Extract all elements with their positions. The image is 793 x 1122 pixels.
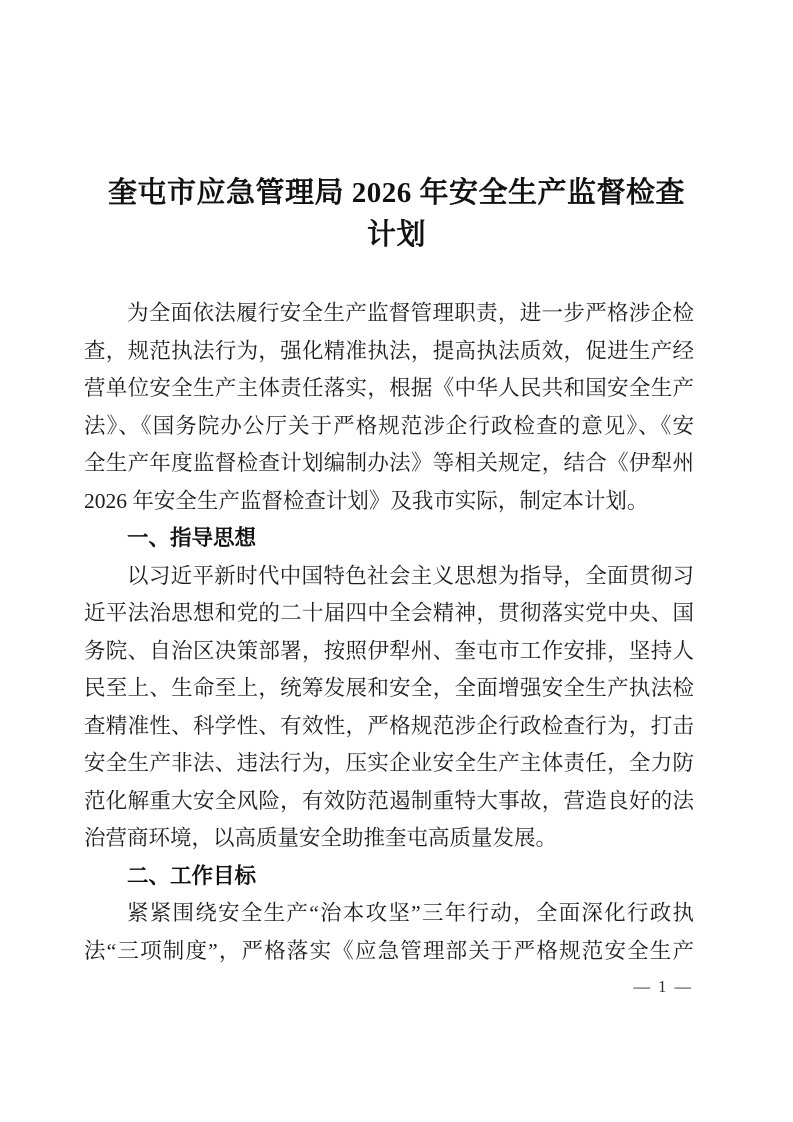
- paragraph-line: 务院、自治区决策部署，按照伊犁州、奎屯市工作安排，坚持人: [84, 638, 694, 663]
- paragraph-line: 法》、《国务院办公厅关于严格规范涉企行政检查的意见》、《安: [84, 413, 694, 438]
- page-number-footer: — 1 —: [633, 977, 693, 996]
- paragraph-line: 治营商环境，以高质量安全助推奎屯高质量发展。: [84, 826, 558, 850]
- document-title-line-2: 计划: [366, 219, 426, 251]
- paragraph-line: 近平法治思想和党的二十届四中全会精神，贯彻落实党中央、国: [84, 601, 694, 625]
- paragraph-line: 2026 年安全生产监督检查计划》及我市实际，制定本计划。: [84, 488, 649, 513]
- paragraph-line: 范化解重大安全风险，有效防范遏制重特大事故，营造良好的法: [84, 788, 694, 813]
- document-body: [84, 295, 694, 970]
- paragraph-line: 营单位安全生产主体责任落实，根据《中华人民共和国安全生产: [84, 376, 694, 400]
- paragraph-line: 民至上、生命至上，统筹发展和安全，全面增强安全生产执法检: [84, 676, 694, 700]
- paragraph-line: 安全生产非法、违法行为，压实企业安全生产主体责任，全力防: [84, 751, 694, 775]
- document-title: [0, 172, 793, 256]
- paragraph-line: 为全面依法履行安全生产监督管理职责，进一步严格涉企检: [127, 301, 694, 325]
- paragraph-line: 法“三项制度”，严格落实《应急管理部关于严格规范安全生产: [84, 938, 694, 963]
- paragraph-line: 全生产年度监督检查计划编制办法》等相关规定，结合《伊犁州: [84, 451, 694, 475]
- paragraph-line: 查精准性、科学性、有效性，严格规范涉企行政检查行为，打击: [84, 713, 694, 738]
- paragraph-line: 紧紧围绕安全生产“治本攻坚”三年行动，全面深化行政执: [127, 901, 694, 925]
- paragraph-line: 以习近平新时代中国特色社会主义思想为指导，全面贯彻习: [127, 563, 694, 588]
- section-heading: 二、工作目标: [127, 863, 257, 888]
- section-heading: 一、指导思想: [127, 526, 257, 550]
- document-title-line-1: 奎屯市应急管理局 2026 年安全生产监督检查: [107, 177, 685, 209]
- paragraph-line: 查，规范执法行为，强化精准执法，提高执法质效，促进生产经: [84, 338, 694, 363]
